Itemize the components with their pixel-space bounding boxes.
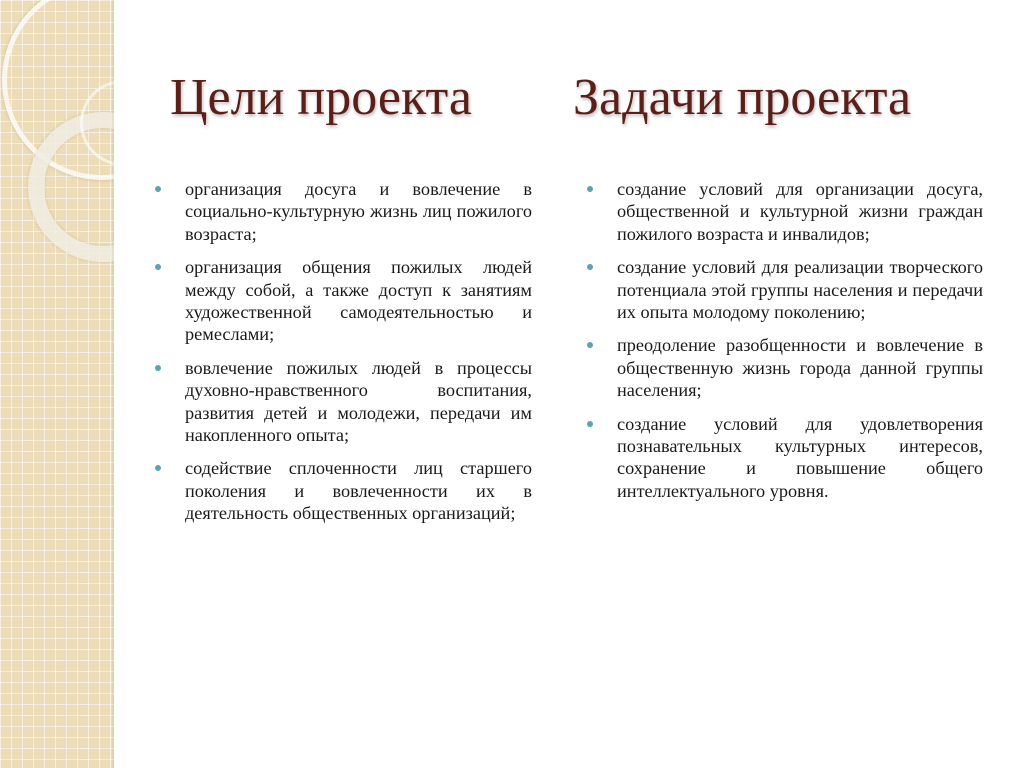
task-item	[587, 178, 983, 245]
bullet-icon	[155, 365, 161, 371]
bullet-icon	[587, 421, 593, 427]
task-item	[587, 256, 983, 323]
task-item	[587, 334, 983, 401]
tasks-list	[587, 178, 983, 513]
goal-item	[155, 256, 532, 346]
goals-heading: Цели проекта	[170, 69, 472, 126]
goal-item	[155, 357, 532, 447]
task-text: создание условий для организации досуга, общественной и культурной жизни граждан пожилого возраста и инвалидов;	[617, 179, 983, 244]
bullet-icon	[587, 186, 593, 192]
bullet-icon	[587, 264, 593, 270]
goal-text: содействие сплоченности лиц старшего поколения и вовлеченности их в деятельность общественных организаций;	[185, 458, 532, 524]
goal-text: вовлечение пожилых людей в процессы духовно-нравственного воспитания, развития детей и молодежи, передачи им накопленного опыта;	[185, 357, 532, 446]
tasks-heading: Задачи проекта	[573, 69, 912, 126]
goal-item	[155, 178, 532, 245]
bullet-icon	[155, 465, 161, 471]
task-item	[587, 413, 983, 503]
task-text: создание условий для реализации творческого потенциала этой группы населения и передачи их опыта молодому поколению;	[617, 257, 983, 323]
goal-text: организация общения пожилых людей между собой, а также доступ к занятиям художественной самодеятельностью и ремеслами;	[185, 257, 532, 345]
task-text: преодоление разобщенности и вовлечение в общественную жизнь города данной группы населения;	[617, 335, 983, 401]
task-text: создание условий для удовлетворения познавательных культурных интересов, сохранение и повышение общего интеллектуального уровня.	[617, 413, 983, 501]
goals-list	[155, 178, 532, 536]
bullet-icon	[155, 264, 161, 270]
decorative-side-panel	[0, 0, 114, 768]
goal-text: организация досуга и вовлечение в социально-культурную жизнь лиц пожилого возраста;	[185, 179, 532, 244]
bullet-icon	[155, 186, 161, 192]
bullet-icon	[587, 342, 593, 348]
goal-item	[155, 457, 532, 524]
